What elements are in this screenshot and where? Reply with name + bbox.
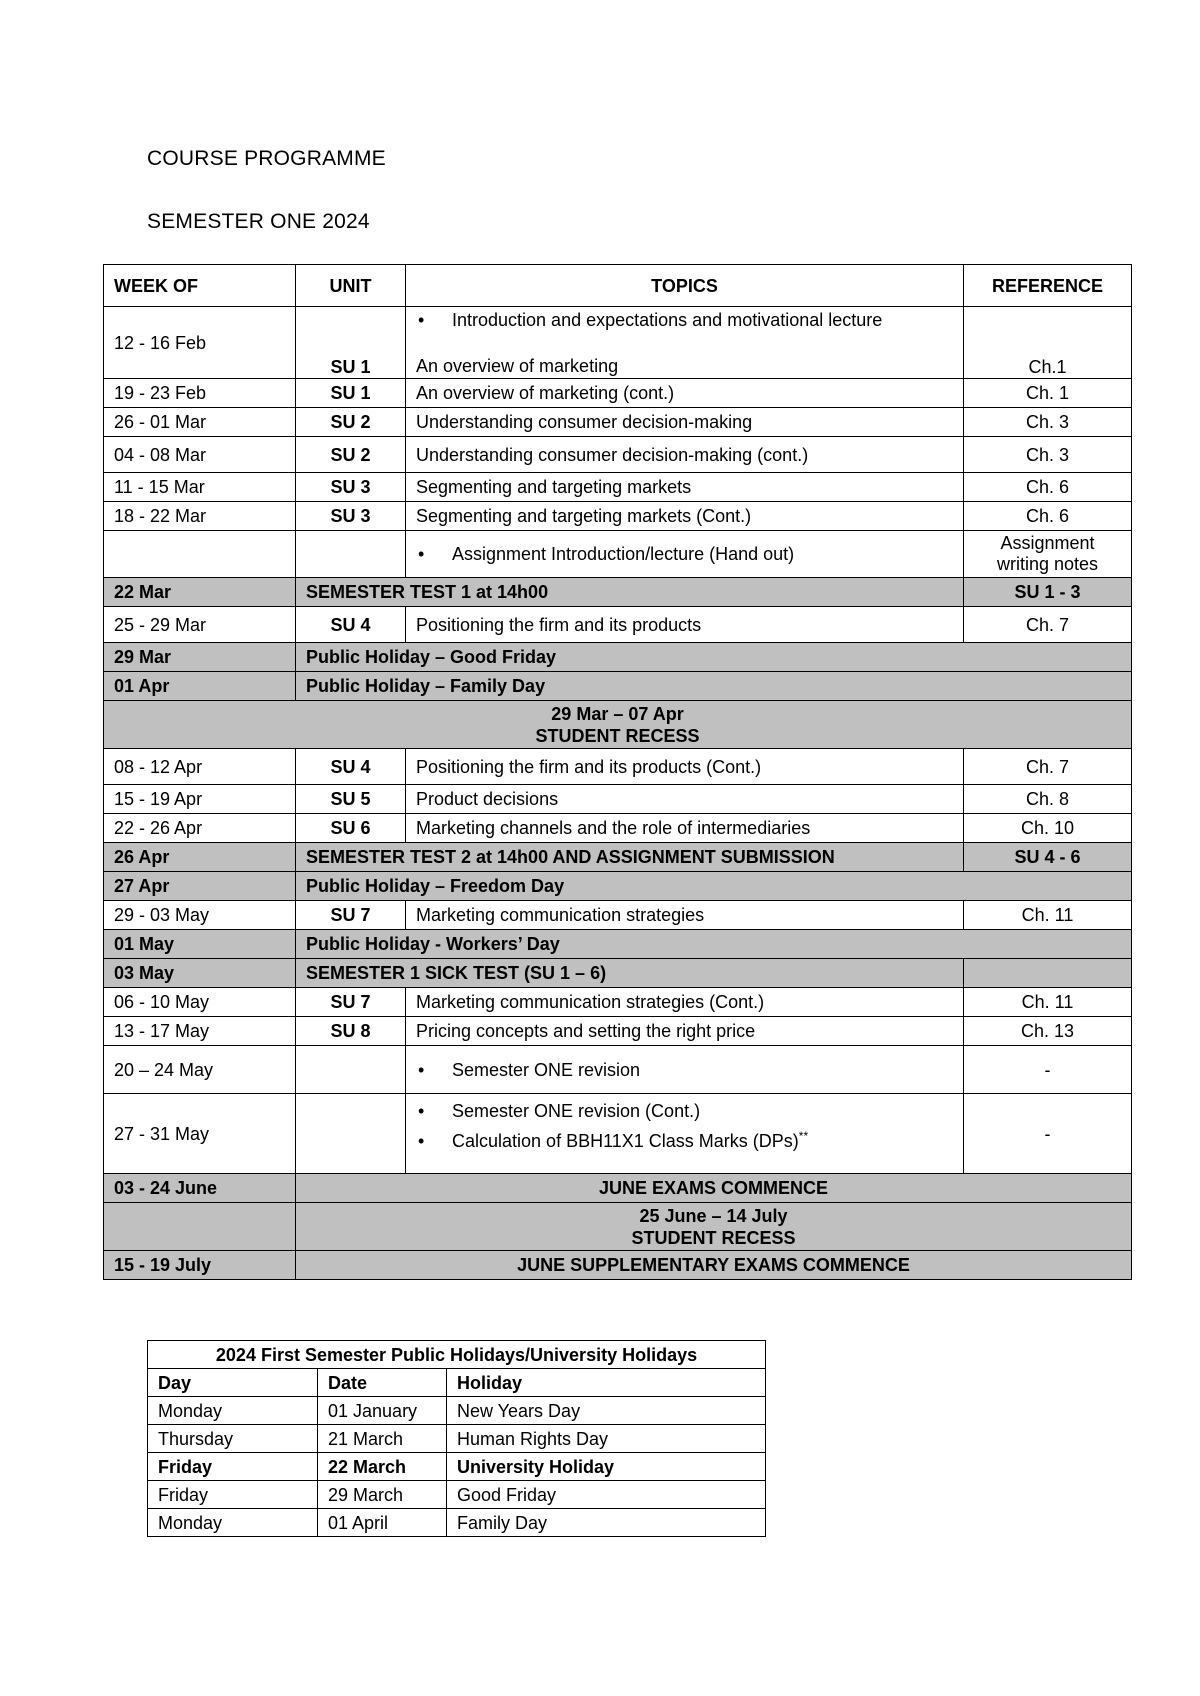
event-cell: JUNE SUPPLEMENTARY EXAMS COMMENCE bbox=[296, 1251, 1132, 1280]
week-cell: 26 - 01 Mar bbox=[104, 408, 296, 437]
holiday-cell: New Years Day bbox=[447, 1397, 766, 1425]
unit-cell: SU 8 bbox=[296, 1017, 406, 1046]
week-cell: 27 Apr bbox=[104, 872, 296, 901]
unit-cell: SU 3 bbox=[296, 473, 406, 502]
reference-cell: Ch. 10 bbox=[964, 814, 1132, 843]
table-row-event bbox=[104, 672, 1132, 701]
event-cell: SEMESTER TEST 1 at 14h00 bbox=[296, 578, 964, 607]
table-row bbox=[104, 814, 1132, 843]
day-cell: Thursday bbox=[148, 1425, 318, 1453]
holidays-table bbox=[147, 1340, 766, 1537]
unit-cell: SU 3 bbox=[296, 502, 406, 531]
table-row bbox=[104, 307, 1132, 379]
topic-cell: Product decisions bbox=[406, 785, 964, 814]
week-cell: 12 - 16 Feb bbox=[104, 307, 296, 379]
reference-cell: Ch. 7 bbox=[964, 607, 1132, 643]
holiday-row bbox=[148, 1397, 766, 1425]
topic-cell bbox=[406, 531, 964, 578]
topic-cell: Segmenting and targeting markets bbox=[406, 473, 964, 502]
reference-cell: Ch. 13 bbox=[964, 1017, 1132, 1046]
holiday-cell: Human Rights Day bbox=[447, 1425, 766, 1453]
topic-cell: Segmenting and targeting markets (Cont.) bbox=[406, 502, 964, 531]
unit-cell: SU 7 bbox=[296, 988, 406, 1017]
header-date: Date bbox=[318, 1369, 447, 1397]
course-programme-table bbox=[103, 264, 1132, 1280]
recess-cell bbox=[296, 1203, 1132, 1251]
topic-bullet: • Assignment Introduction/lecture (Hand out) bbox=[416, 543, 953, 565]
date-cell: 01 April bbox=[318, 1509, 447, 1537]
holiday-row bbox=[148, 1481, 766, 1509]
reference-cell: - bbox=[964, 1094, 1132, 1174]
document-subtitle: SEMESTER ONE 2024 bbox=[147, 210, 370, 233]
week-cell: 01 Apr bbox=[104, 672, 296, 701]
table-row bbox=[104, 749, 1132, 785]
recess-cell bbox=[104, 701, 1132, 749]
topic-bullet: • Introduction and expectations and motivational lecture bbox=[416, 309, 953, 331]
header-unit: UNIT bbox=[296, 265, 406, 307]
header-topics: TOPICS bbox=[406, 265, 964, 307]
table-row-event bbox=[104, 930, 1132, 959]
holidays-title: 2024 First Semester Public Holidays/University Holidays bbox=[148, 1341, 766, 1369]
unit-cell: SU 2 bbox=[296, 437, 406, 473]
header-week: WEEK OF bbox=[104, 265, 296, 307]
week-cell: 25 - 29 Mar bbox=[104, 607, 296, 643]
unit-cell: SU 1 bbox=[296, 379, 406, 408]
table-row-event bbox=[104, 1251, 1132, 1280]
holiday-cell: Good Friday bbox=[447, 1481, 766, 1509]
recess-label: STUDENT RECESS bbox=[535, 725, 700, 746]
reference-cell: Ch. 1 bbox=[964, 379, 1132, 408]
table-row bbox=[104, 502, 1132, 531]
table-row-event bbox=[104, 578, 1132, 607]
week-cell: 01 May bbox=[104, 930, 296, 959]
reference-cell: Ch. 11 bbox=[964, 988, 1132, 1017]
table-row bbox=[104, 437, 1132, 473]
week-cell: 29 Mar bbox=[104, 643, 296, 672]
topic-cell: Marketing communication strategies bbox=[406, 901, 964, 930]
week-cell: 03 - 24 June bbox=[104, 1174, 296, 1203]
table-row-event bbox=[104, 843, 1132, 872]
event-cell: JUNE EXAMS COMMENCE bbox=[296, 1174, 1132, 1203]
table-row bbox=[104, 1017, 1132, 1046]
reference-cell: SU 1 - 3 bbox=[964, 578, 1132, 607]
table-row bbox=[104, 785, 1132, 814]
day-cell: Friday bbox=[148, 1453, 318, 1481]
event-cell: Public Holiday - Workers’ Day bbox=[296, 930, 1132, 959]
header-reference: REFERENCE bbox=[964, 265, 1132, 307]
table-row-recess bbox=[104, 1203, 1132, 1251]
week-cell: 27 - 31 May bbox=[104, 1094, 296, 1174]
table-row bbox=[104, 408, 1132, 437]
unit-cell: SU 2 bbox=[296, 408, 406, 437]
day-cell: Monday bbox=[148, 1509, 318, 1537]
week-cell: 06 - 10 May bbox=[104, 988, 296, 1017]
week-cell: 19 - 23 Feb bbox=[104, 379, 296, 408]
table-header-row bbox=[104, 265, 1132, 307]
table-row bbox=[104, 1094, 1132, 1174]
reference-cell: Ch. 7 bbox=[964, 749, 1132, 785]
week-cell: 04 - 08 Mar bbox=[104, 437, 296, 473]
reference-cell: SU 4 - 6 bbox=[964, 843, 1132, 872]
topic-cell: Marketing communication strategies (Cont.) bbox=[406, 988, 964, 1017]
reference-cell: Ch.1 bbox=[964, 307, 1132, 379]
topic-cell: An overview of marketing (cont.) bbox=[406, 379, 964, 408]
topic-bullet-text: Calculation of BBH11X1 Class Marks (DPs) bbox=[452, 1131, 799, 1151]
table-row-recess bbox=[104, 701, 1132, 749]
week-cell bbox=[104, 1203, 296, 1251]
reference-cell bbox=[964, 959, 1132, 988]
table-row bbox=[104, 473, 1132, 502]
table-row-event bbox=[104, 1174, 1132, 1203]
unit-cell: SU 1 bbox=[296, 307, 406, 379]
footnote-mark: ** bbox=[798, 1129, 809, 1143]
topic-cell bbox=[406, 307, 964, 379]
topic-cell: Marketing channels and the role of intermediaries bbox=[406, 814, 964, 843]
topic-cell bbox=[406, 1046, 964, 1094]
event-cell: Public Holiday – Family Day bbox=[296, 672, 1132, 701]
day-cell: Friday bbox=[148, 1481, 318, 1509]
unit-cell: SU 5 bbox=[296, 785, 406, 814]
table-row bbox=[104, 901, 1132, 930]
week-cell: 18 - 22 Mar bbox=[104, 502, 296, 531]
week-cell: 26 Apr bbox=[104, 843, 296, 872]
event-cell: SEMESTER TEST 2 at 14h00 AND ASSIGNMENT SUBMISSION bbox=[296, 843, 964, 872]
header-holiday: Holiday bbox=[447, 1369, 766, 1397]
unit-cell: SU 6 bbox=[296, 814, 406, 843]
event-cell: Public Holiday – Good Friday bbox=[296, 643, 1132, 672]
table-row-event bbox=[104, 959, 1132, 988]
table-row bbox=[104, 607, 1132, 643]
holidays-title-row bbox=[148, 1341, 766, 1369]
topic-cell: Positioning the firm and its products bbox=[406, 607, 964, 643]
table-row bbox=[104, 1046, 1132, 1094]
recess-label: STUDENT RECESS bbox=[631, 1227, 796, 1248]
unit-cell bbox=[296, 531, 406, 578]
day-cell: Monday bbox=[148, 1397, 318, 1425]
week-cell bbox=[104, 531, 296, 578]
week-cell: 22 Mar bbox=[104, 578, 296, 607]
header-day: Day bbox=[148, 1369, 318, 1397]
holiday-row bbox=[148, 1509, 766, 1537]
topic-cell: Positioning the firm and its products (Cont.) bbox=[406, 749, 964, 785]
topic-cell: Understanding consumer decision-making bbox=[406, 408, 964, 437]
table-row-event bbox=[104, 643, 1132, 672]
week-cell: 29 - 03 May bbox=[104, 901, 296, 930]
unit-cell: SU 7 bbox=[296, 901, 406, 930]
holidays-header-row bbox=[148, 1369, 766, 1397]
week-cell: 08 - 12 Apr bbox=[104, 749, 296, 785]
week-cell: 20 – 24 May bbox=[104, 1046, 296, 1094]
topic-cell: Understanding consumer decision-making (cont.) bbox=[406, 437, 964, 473]
unit-cell bbox=[296, 1094, 406, 1174]
date-cell: 21 March bbox=[318, 1425, 447, 1453]
week-cell: 22 - 26 Apr bbox=[104, 814, 296, 843]
date-cell: 29 March bbox=[318, 1481, 447, 1509]
holiday-row bbox=[148, 1425, 766, 1453]
reference-cell: Ch. 6 bbox=[964, 473, 1132, 502]
reference-cell: Assignment writing notes bbox=[964, 531, 1132, 578]
reference-cell: Ch. 3 bbox=[964, 408, 1132, 437]
holiday-cell: University Holiday bbox=[447, 1453, 766, 1481]
reference-cell: Ch. 11 bbox=[964, 901, 1132, 930]
holiday-row-highlight bbox=[148, 1453, 766, 1481]
week-cell: 15 - 19 Apr bbox=[104, 785, 296, 814]
topic-text: An overview of marketing bbox=[416, 355, 619, 376]
reference-cell: Ch. 3 bbox=[964, 437, 1132, 473]
reference-cell: Ch. 8 bbox=[964, 785, 1132, 814]
topic-cell: Pricing concepts and setting the right price bbox=[406, 1017, 964, 1046]
document-title: COURSE PROGRAMME bbox=[147, 147, 386, 170]
topic-bullet: • Semester ONE revision bbox=[416, 1059, 953, 1081]
event-cell: Public Holiday – Freedom Day bbox=[296, 872, 1132, 901]
date-cell: 22 March bbox=[318, 1453, 447, 1481]
unit-cell: SU 4 bbox=[296, 607, 406, 643]
table-row bbox=[104, 988, 1132, 1017]
week-cell: 03 May bbox=[104, 959, 296, 988]
event-cell: SEMESTER 1 SICK TEST (SU 1 – 6) bbox=[296, 959, 964, 988]
reference-cell: - bbox=[964, 1046, 1132, 1094]
date-cell: 01 January bbox=[318, 1397, 447, 1425]
topic-bullet: • Semester ONE revision (Cont.) bbox=[416, 1100, 953, 1122]
table-row bbox=[104, 379, 1132, 408]
holiday-cell: Family Day bbox=[447, 1509, 766, 1537]
unit-cell: SU 4 bbox=[296, 749, 406, 785]
topic-cell bbox=[406, 1094, 964, 1174]
unit-cell bbox=[296, 1046, 406, 1094]
week-cell: 13 - 17 May bbox=[104, 1017, 296, 1046]
week-cell: 15 - 19 July bbox=[104, 1251, 296, 1280]
table-row-event bbox=[104, 872, 1132, 901]
recess-dates: 25 June – 14 July bbox=[639, 1205, 788, 1226]
topic-bullet-dp bbox=[416, 1130, 953, 1152]
week-cell: 11 - 15 Mar bbox=[104, 473, 296, 502]
reference-cell: Ch. 6 bbox=[964, 502, 1132, 531]
recess-dates: 29 Mar – 07 Apr bbox=[551, 703, 684, 724]
table-row bbox=[104, 531, 1132, 578]
